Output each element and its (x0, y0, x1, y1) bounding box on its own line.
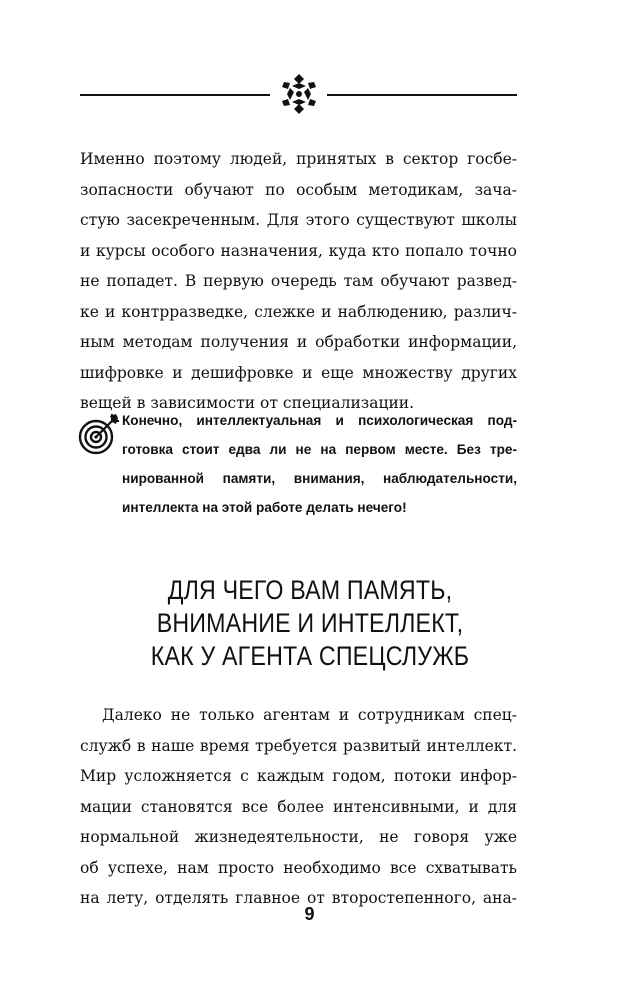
text-line: Именно поэтому людей, принятых в сектор госбе- (80, 150, 517, 168)
text-line: интеллекта на этой работе делать нечего! (122, 500, 407, 515)
heading-line: КАК У АГЕНТА СПЕЦСЛУЖБ (150, 641, 470, 671)
callout-text (122, 406, 517, 522)
text-line: вещей в зависимости от специализации. (80, 394, 415, 412)
header-rule-left (80, 94, 270, 96)
text-line: готовка стоит едва ли не на первом месте. Без тре- (122, 442, 517, 457)
text-line: шифровке и дешифровке и еще множеству других (80, 363, 517, 382)
text-line: стую засекреченным. Для этого существуют школы (80, 211, 517, 229)
text-line: Мир усложняется с каждым годом, потоки инфор- (80, 767, 517, 785)
text-line: об успехе, нам просто необходимо все схватывать (80, 858, 517, 877)
page-header (80, 72, 517, 116)
text-line: зопасности обучают по особым методикам, зача- (80, 180, 517, 199)
page-number: 9 (304, 904, 315, 924)
section-heading (95, 574, 525, 673)
header-rule-right (327, 94, 517, 96)
text-line: ным методам получения и обработки информации, (80, 333, 517, 351)
text-line: нормальной жизнедеятельности, не говоря уже (80, 828, 517, 846)
target-icon (76, 412, 122, 458)
text-line: мации становятся все более интенсивными, и для (80, 797, 517, 816)
heading-line: ДЛЯ ЧЕГО ВАМ ПАМЯТЬ, (167, 575, 453, 605)
text-line: на лету, отделять главное от второстепенного, ана- (80, 889, 517, 907)
callout-box (76, 406, 517, 526)
text-line: служб в наше время требуется развитый интеллект. (80, 736, 517, 755)
text-line: Далеко не только агентам и сотрудникам спец- (102, 706, 517, 724)
heading-line: ВНИМАНИЕ И ИНТЕЛЛЕКТ, (156, 608, 464, 638)
body-paragraph-2 (80, 700, 517, 914)
text-line: Конечно, интеллектуальная и психологическая под- (122, 413, 517, 428)
body-paragraph-1 (80, 144, 517, 419)
text-line: не попадет. В первую очередь там обучают развед- (80, 272, 517, 290)
text-line: ке и контрразведке, слежке и наблюдению, различ- (80, 302, 517, 321)
text-line: и курсы особого назначения, куда кто попало точно (80, 241, 517, 260)
text-line: нированной памяти, внимания, наблюдательности, (122, 471, 517, 486)
hexagon-ornament-icon (278, 72, 320, 116)
